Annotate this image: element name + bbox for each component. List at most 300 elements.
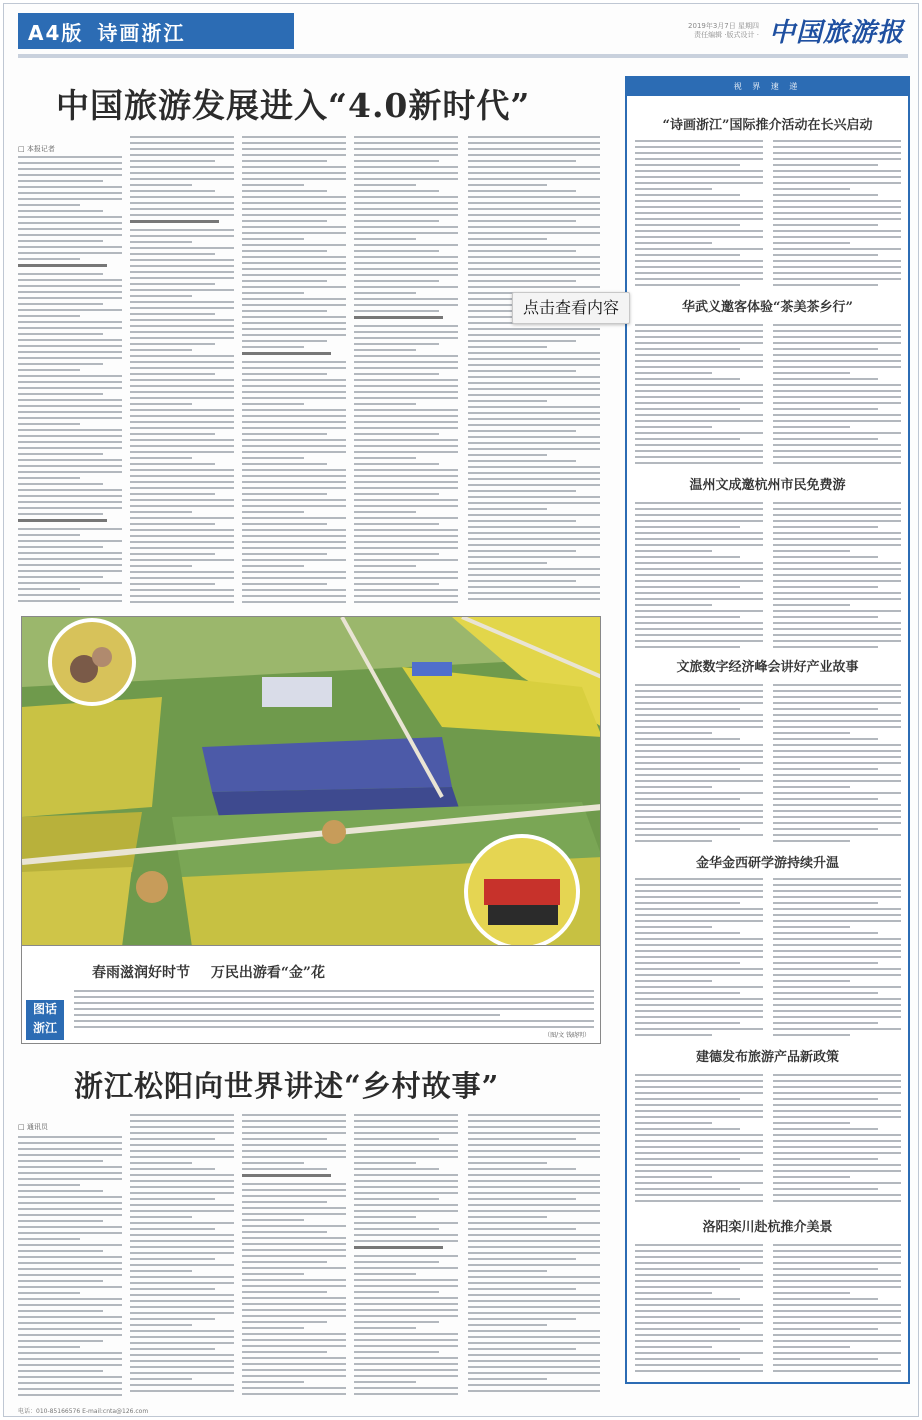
text-line [773,1310,901,1312]
text-line [18,345,122,347]
text-line [635,1074,763,1076]
text-line [354,427,458,429]
text-line [773,1170,901,1172]
text-line [130,247,234,249]
text-line [354,1186,458,1188]
text-line [242,553,327,555]
text-line [773,1128,878,1130]
text-line [354,1174,458,1176]
text-line [130,481,234,483]
text-line [18,588,80,590]
main-article-column-4 [354,136,458,607]
text-line [18,417,122,419]
text-line [468,1216,547,1218]
text-line [354,292,416,294]
text-line [468,1114,600,1116]
text-line [635,1322,763,1324]
text-line [242,250,327,252]
text-line [242,1267,346,1269]
text-line [18,411,122,413]
text-line [130,457,192,459]
text-line [635,1244,763,1246]
text-line [773,1280,901,1282]
text-line [468,166,600,168]
text-line [773,690,901,692]
text-line [635,248,763,250]
text-line [18,1148,122,1150]
text-line [635,720,763,722]
text-line [242,505,346,507]
text-line [18,1346,80,1348]
text-line [468,562,547,564]
text-line [773,574,901,576]
text-line [635,1016,763,1018]
text-line [773,980,850,982]
second-article-column-4 [354,1114,458,1399]
text-line [130,451,234,453]
text-line [635,762,763,764]
text-line [130,1180,234,1182]
text-line [468,532,600,534]
text-line [773,562,901,564]
sidebar-item-title-6[interactable]: 建德发布旅游产品新政策 [695,1050,839,1065]
text-line [130,307,234,309]
text-line [242,1132,346,1134]
text-line [354,1204,458,1206]
text-line [635,538,763,540]
text-line [354,310,439,312]
text-line [354,1216,416,1218]
text-line [635,432,763,434]
text-line [18,435,122,437]
text-line [354,331,458,333]
text-line [468,280,576,282]
text-line [242,1201,327,1203]
text-line [635,938,763,940]
text-line [354,541,458,543]
text-line [773,1244,901,1246]
text-line [130,1318,215,1320]
sidebar-item-7-text-right [773,1244,901,1376]
second-article-column-3 [242,1114,346,1399]
text-line [242,286,346,288]
text-line [773,200,901,202]
text-line [468,394,600,396]
text-line [773,1200,901,1202]
header-rule [18,54,908,58]
text-line [242,541,346,543]
rapeseed-field-photo[interactable] [21,616,601,946]
text-line [354,1303,458,1305]
text-line [773,1328,878,1330]
text-line [130,235,234,237]
text-line [130,493,215,495]
text-line [635,514,763,516]
text-line [130,289,234,291]
text-line [242,184,304,186]
text-line [773,1322,901,1324]
text-line [635,926,712,928]
text-line [242,1273,304,1275]
text-line [635,604,712,606]
text-line [773,1016,901,1018]
text-line [773,372,850,374]
main-headline[interactable]: 中国旅游发展进入“4.0新时代” [56,86,531,125]
text-line [130,1150,234,1152]
text-line [242,1369,346,1371]
text-line [354,1126,458,1128]
text-line [130,1360,234,1362]
text-line [773,230,901,232]
text-line [354,1375,458,1377]
text-line [773,646,878,648]
text-line [242,136,346,138]
sidebar-item-4-text-right [773,684,901,846]
sidebar-item-title-4[interactable]: 文旅数字经济峰会讲好产业故事 [676,660,859,675]
text-line [468,400,547,402]
text-line [130,523,215,525]
text-line [635,768,740,770]
text-line [773,1134,901,1136]
text-line [354,1279,458,1281]
text-line [468,328,600,330]
text-line [468,370,576,372]
text-line [18,1322,122,1324]
main-article-column-1 [18,156,122,606]
text-line [773,260,901,262]
text-line [635,1092,763,1094]
text-line [242,457,304,459]
text-line [468,592,600,594]
text-line [354,1210,458,1212]
text-line [354,571,458,573]
text-line [773,592,901,594]
text-line [354,421,458,423]
text-line [130,1234,234,1236]
text-line [18,210,103,212]
text-line [635,146,763,148]
text-line [242,601,346,603]
text-line [773,182,901,184]
sidebar-item-title-1[interactable]: “诗画浙江”国际推介活动在长兴启动 [662,118,873,133]
text-line [18,357,122,359]
text-line [242,154,346,156]
text-line [635,992,740,994]
text-line [773,992,878,994]
text-line [18,552,122,554]
text-line [242,190,327,192]
text-line [468,172,600,174]
text-line [773,884,901,886]
text-line [354,343,439,345]
sidebar-item-title-5[interactable]: 金华金西研学游持续升温 [695,856,839,871]
text-line [354,385,458,387]
text-line [635,956,763,958]
text-line [18,1262,122,1264]
text-line [468,376,600,378]
text-line [773,756,901,758]
text-line [18,1304,122,1306]
text-line [130,301,234,303]
text-line [773,762,901,764]
text-line [635,1134,763,1136]
text-line [18,369,80,371]
text-line [773,1152,901,1154]
text-line [635,450,763,452]
text-line [354,262,458,264]
text-line [635,622,763,624]
text-line [773,908,901,910]
text-line [18,1334,122,1336]
text-line [18,1166,122,1168]
text-line [468,388,600,390]
text-line [242,346,304,348]
text-line [773,414,901,416]
text-line [773,1304,901,1306]
text-line [773,738,878,740]
text-line [773,1086,901,1088]
text-line [468,1282,600,1284]
text-line [773,914,901,916]
text-line [18,1202,122,1204]
text-line [468,346,547,348]
text-line [468,340,576,342]
text-line [635,920,763,922]
text-line [242,589,346,591]
text-line [242,547,346,549]
text-line [468,502,600,504]
text-line [242,511,304,513]
text-line [354,166,458,168]
text-line [468,142,600,144]
text-line [18,1190,103,1192]
text-line [18,471,122,473]
text-line [773,604,850,606]
text-line [468,178,600,180]
text-line [773,1158,878,1160]
text-line [18,1172,122,1174]
text-line [635,1250,763,1252]
text-line [635,390,763,392]
text-line [773,774,901,776]
text-line [130,295,192,297]
text-line [635,738,740,740]
text-line [130,190,215,192]
text-line [130,241,192,243]
text-line [354,196,458,198]
text-line [468,442,600,444]
text-line [635,1358,740,1360]
text-line [18,291,122,293]
text-line [773,426,850,428]
sidebar-header: 视 界 速 递 [627,78,908,96]
text-line [773,1034,850,1036]
text-line [468,190,576,192]
text-line [773,456,901,458]
text-line [468,352,600,354]
sidebar-item-title-3[interactable]: 温州文成邀杭州市民免费游 [689,478,846,493]
text-line [635,1010,763,1012]
text-line [130,1264,234,1266]
text-line [773,1176,850,1178]
text-line [242,1207,346,1209]
text-line [773,206,901,208]
text-line [130,1384,234,1386]
text-line [242,1162,304,1164]
text-line [773,822,901,824]
text-line [773,1010,901,1012]
text-line [468,160,576,162]
text-line [635,194,740,196]
text-line [18,1364,122,1366]
text-line [635,1274,763,1276]
text-line [242,160,327,162]
text-line [468,460,576,462]
sidebar-item-title-2[interactable]: 华武义邀客体验“茶美茶乡行” [682,300,853,315]
text-line [635,1146,763,1148]
sidebar-item-5-text-left [635,878,763,1040]
text-line [773,224,878,226]
text-line [635,342,763,344]
text-line [773,932,878,934]
text-line [468,556,600,558]
text-line [354,244,458,246]
text-line [242,415,346,417]
text-line [635,696,763,698]
text-line [635,580,763,582]
photo-credit: （图/文 钱晓明） [544,1032,590,1039]
text-line [773,616,878,618]
text-line [635,890,763,892]
view-content-tooltip[interactable]: 点击查看内容 [512,292,630,324]
text-line [354,373,439,375]
text-line [773,336,901,338]
text-line [354,1132,458,1134]
text-line [354,481,458,483]
text-line [130,1216,192,1218]
text-line [130,1168,215,1170]
text-line [354,499,458,501]
text-line [130,595,234,597]
text-line [635,986,763,988]
text-line [354,154,458,156]
text-line [242,535,346,537]
text-line [468,1186,600,1188]
text-line [773,390,901,392]
text-line [242,595,346,597]
text-line [468,508,547,510]
text-line [773,384,901,386]
text-line [130,517,234,519]
text-line [635,962,740,964]
sidebar-item-title-7[interactable]: 洛阳栾川赴杭推介美景 [702,1220,833,1235]
text-line [468,1252,600,1254]
text-line [773,532,901,534]
text-line [635,218,763,220]
text-line [354,529,458,531]
text-line [468,1138,576,1140]
subheading-line [242,352,331,355]
badge-line-2: 浙江 [32,1021,57,1035]
newspaper-page [3,3,919,1417]
text-line [242,1363,346,1365]
text-line [242,178,346,180]
text-line [773,1122,850,1124]
text-line [773,420,901,422]
text-line [18,1376,122,1378]
text-line [130,1210,234,1212]
text-line [130,391,234,393]
text-line [468,1342,600,1344]
text-line [635,1256,763,1258]
text-line [468,406,600,408]
text-line [354,1180,458,1182]
text-line [635,732,712,734]
text-line [635,1328,740,1330]
text-line [130,1198,215,1200]
text-line [635,744,763,746]
text-line [18,459,122,461]
caption-left: 春雨滋润好时节 [92,965,190,981]
sidebar-item-2-text-right [773,324,901,468]
text-line [354,1234,458,1236]
text-line [354,1381,416,1383]
text-line [130,148,234,150]
text-line [242,361,346,363]
text-line [130,349,192,351]
text-line [242,1309,346,1311]
text-line [242,385,346,387]
second-headline[interactable]: 浙江松阳向世界讲述“乡村故事” [74,1069,500,1103]
text-line [18,1370,103,1372]
text-line [242,421,346,423]
text-line [242,1255,346,1257]
text-line [635,932,740,934]
text-line [773,816,901,818]
text-line [468,1354,600,1356]
text-line [773,1274,901,1276]
text-line [130,1306,234,1308]
sidebar-item-5-text-right [773,878,901,1040]
text-line [130,397,234,399]
text-line [130,154,234,156]
text-line [468,1348,576,1350]
text-line [468,232,600,234]
text-line [18,162,122,164]
text-line [468,364,600,366]
text-line [242,1321,327,1323]
text-line [635,444,763,446]
text-line [773,284,878,286]
text-line [354,517,458,519]
text-line [635,568,763,570]
text-line [130,433,215,435]
text-line [18,441,122,443]
text-line [773,598,901,600]
text-line [354,415,458,417]
main-article-column-2 [130,136,234,607]
text-line [354,595,458,597]
photo-caption-box [21,946,601,1044]
text-line [468,382,600,384]
text-line [635,384,763,386]
text-line [635,1158,740,1160]
text-line [354,367,458,369]
text-line [242,1231,327,1233]
text-line [18,1208,122,1210]
text-line [635,998,763,1000]
text-line [242,481,346,483]
